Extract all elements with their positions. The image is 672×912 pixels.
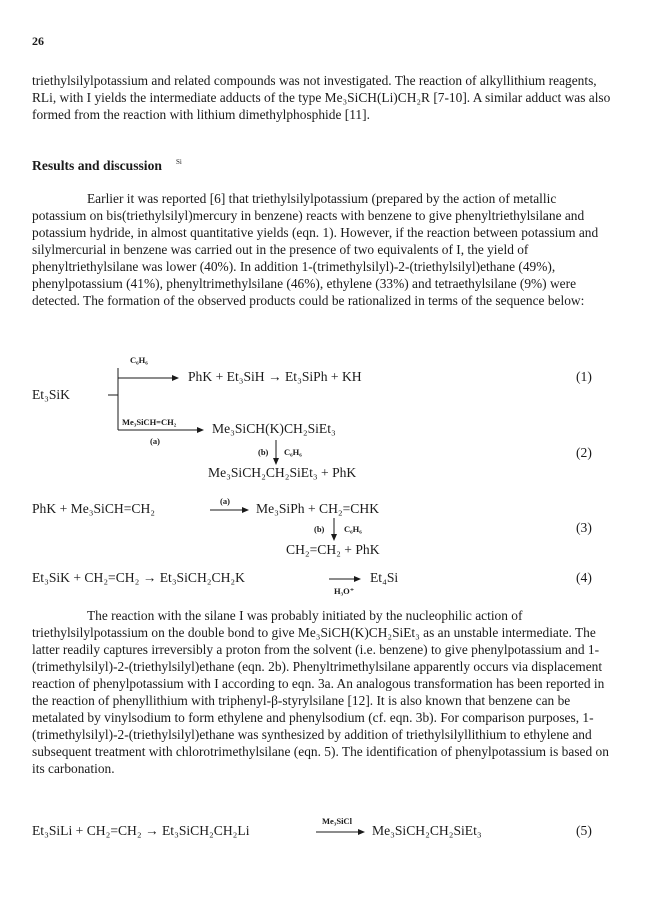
eq2-reagent: Me₃SiCH=CH₂ — [122, 417, 177, 427]
section-heading-mark: Si — [175, 158, 182, 167]
eq2-number: (2) — [576, 445, 592, 460]
eq3-step-a: (a) — [220, 496, 230, 506]
eq5-left: Et₃SiLi + CH₂=CH₂ → Et₃SiCH₂CH₂Li — [32, 823, 250, 838]
eq3-left: PhK + Me₃SiCH=CH₂ — [32, 501, 156, 516]
eq1-reactant: Et₃SiK — [32, 387, 70, 402]
eq3-right: Me₃SiPh + CH₂=CHK — [256, 501, 380, 516]
eq2-reagent-b: C₆H₆ — [284, 447, 302, 457]
eq4-reagent: H₃O⁺ — [334, 586, 355, 596]
section-heading-text: Results and discussion — [32, 158, 162, 173]
intro-paragraph: triethylsilylpotassium and related compounds was not investigated. The reaction of alkyllithium reagents, RLi, with I yields the intermediate adducts of the type Me₃SiCH(Li)CH₂R [7-10]. A similar adduct was also formed from the reaction with lithium dimethylphosphide [11]. — [32, 73, 611, 122]
eq5-product: Me₃SiCH₂CH₂SiEt₃ — [372, 823, 482, 838]
eq3-reagent-b: C₆H₆ — [344, 524, 362, 534]
mechanism-paragraph: The reaction with the silane I was probably initiated by the nucleophilic action of triethylsilylpotassium on the double bond to give Me₃SiCH(K)CH₂SiEt₃ as an unstable intermediate. The latter readily captures irreversibly a proton from the solvent (i.e. benzene) to give phenylpotassium and 1-(trimethylsilyl)-2-(triethylsilyl)ethane (eqn. 2b). Phenyltrimethylsilane apparently occurs via displacement reaction of phenylpotassium with I according to eqn. 3a. An analogous transformation has been reported in the reaction of phenyllithium with triphenyl-β-styrylsilane [12]. It is also known that benzene can be metalated by vinylsodium to form ethylene and phenylsodium (cf. eqn. 3b). For comparison purposes, 1-(trimethylsilyl)-2-(triethylsilyl)ethane was synthesized by addition of triethylsilyllithium to ethylene and subsequent treatment with chlorotrimethylsilane (eqn. 5). The identification of phenylpotassium is based on its carbonation. — [32, 608, 609, 776]
eq4-number: (4) — [576, 570, 592, 585]
eq5-number: (5) — [576, 823, 592, 838]
page-number: 26 — [32, 34, 44, 48]
eq1-number: (1) — [576, 369, 592, 384]
results-paragraph: Earlier it was reported [6] that triethylsilylpotassium (prepared by the action of metallic potassium on bis(triethylsilyl)mercury in benzene) reacts with benzene to give phenyltriethylsilane and potassium hydride, in almost quantitative yields (eqn. 1). However, if the reaction between potassium and silylmercurial in benzene was carried out in the presence of two equivalents of I, the yield of phenyltriethylsilane was lower (40%). In addition 1-(trimethylsilyl)-2-(triethylsilyl)ethane (49%), phenylpotassium (41%), phenyltrimethylsilane (46%), ethylene (33%) and tetraethylsilane (9%) were detected. The formation of the observed products could be rationalized in terms of the sequence below: — [32, 191, 599, 308]
eq2-step-a: (a) — [150, 436, 160, 446]
eq4-left: Et₃SiK + CH₂=CH₂ → Et₃SiCH₂CH₂K — [32, 570, 245, 585]
eq3-step-b: (b) — [314, 524, 325, 534]
eq3-product: CH₂=CH₂ + PhK — [286, 542, 380, 557]
eq2-product: Me₃SiCH₂CH₂SiEt₃ + PhK — [208, 465, 357, 480]
eq1-product: PhK + Et₃SiH → Et₃SiPh + KH — [188, 369, 362, 384]
eq2-intermediate: Me₃SiCH(K)CH₂SiEt₃ — [212, 421, 336, 436]
eq2-step-b: (b) — [258, 447, 269, 457]
eq5-reagent: Me₃SiCl — [322, 816, 352, 826]
eq4-product: Et₄Si — [370, 570, 399, 585]
eq1-reagent: C₆H₆ — [130, 355, 148, 365]
eq3-number: (3) — [576, 520, 592, 535]
